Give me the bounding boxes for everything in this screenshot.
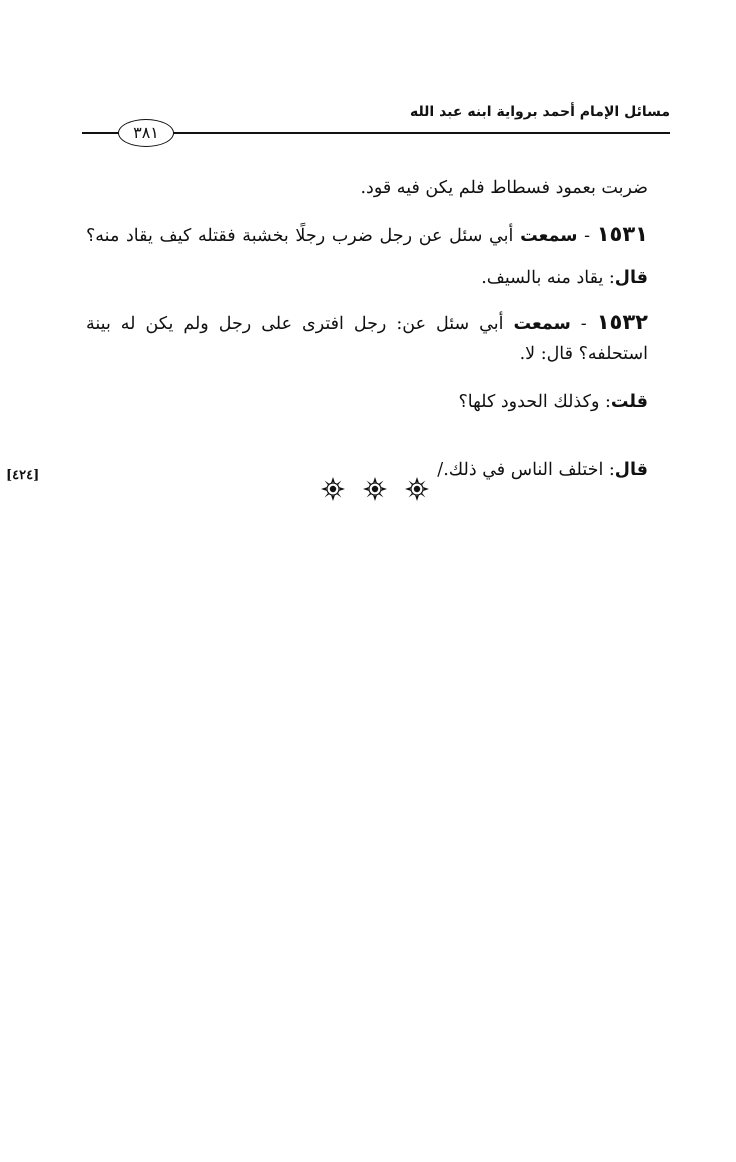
answer-text: : اختلف الناس في ذلك./: [437, 460, 615, 480]
body-line-1: [360, 176, 648, 200]
entry-text: أبي سئل عن: رجل افترى على رجل ولم يكن له بينة: [86, 314, 504, 334]
keyword-heard: سمعت: [520, 226, 578, 246]
question-text: : وكذلك الحدود كلها؟: [458, 392, 611, 412]
keyword-said: قال: [614, 460, 648, 480]
entry-1531: ١٥٣١ - سمعت أبي سئل عن رجل ضرب رجلًا بخشبة فقتله كيف يقاد منه؟: [86, 222, 648, 246]
page-number: ٣٨١: [118, 119, 174, 147]
line-text: استحلفه؟ قال: لا.: [519, 344, 648, 364]
question-line: [458, 390, 648, 414]
entry-text: أبي سئل عن رجل ضرب رجلًا بخشبة فقتله كيف يقاد منه؟: [86, 226, 514, 246]
entry-number: ١٥٣٢: [596, 310, 648, 334]
ornament-icon: [320, 476, 346, 502]
line-text: ضربت بعمود فسطاط فلم يكن فيه قود.: [360, 178, 648, 198]
entry-1532-continuation: [520, 342, 648, 366]
keyword-heard: سمعت: [513, 314, 571, 334]
margin-reference: [٤٢٤]: [6, 468, 40, 483]
answer-line: [437, 458, 648, 482]
entry-number: ١٥٣١: [596, 222, 648, 246]
answer-1531: [481, 266, 648, 290]
ornament-icon: [404, 476, 430, 502]
entry-1532: ١٥٣٢ - سمعت أبي سئل عن: رجل افترى على رجل ولم يكن له بينة: [86, 310, 648, 334]
section-divider-ornaments: [320, 476, 430, 502]
keyword-said: قال: [614, 268, 648, 288]
running-header-title: مسائل الإمام أحمد برواية ابنه عبد الله: [409, 104, 670, 120]
keyword-i-said: قلت: [610, 392, 648, 412]
ornament-icon: [362, 476, 388, 502]
answer-text: : يقاد منه بالسيف.: [481, 268, 615, 288]
